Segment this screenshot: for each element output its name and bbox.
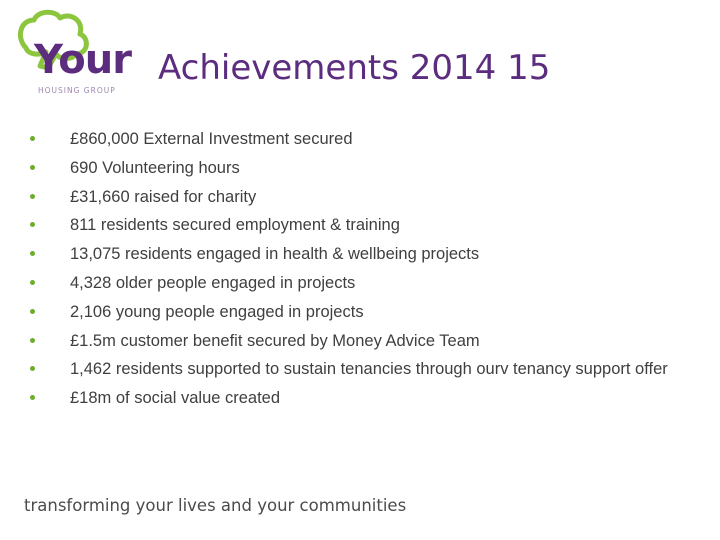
list-item (30, 185, 680, 209)
list-item (30, 357, 680, 381)
bullet-icon (30, 309, 35, 314)
bullet-icon (30, 222, 35, 227)
logo-subtitle: HOUSING GROUP (38, 86, 116, 95)
list-item-text: £31,660 raised for charity (70, 187, 257, 206)
bullet-icon (30, 395, 35, 400)
list-item (30, 213, 680, 237)
list-item-text: £18m of social value created (70, 389, 281, 408)
bullet-icon (30, 338, 35, 343)
list-item (30, 329, 680, 353)
footer-tagline: transforming your lives and your communities (24, 496, 407, 515)
bullet-icon (30, 280, 35, 285)
list-item (30, 271, 680, 295)
list-item-text: 4,328 older people engaged in projects (70, 273, 356, 292)
achievements-list (30, 127, 680, 415)
list-item-text: 811 residents secured employment & training (70, 216, 400, 235)
list-item (30, 386, 680, 410)
bullet-icon (30, 165, 35, 170)
logo-wordmark: Your (34, 37, 131, 83)
list-item-text: £1.5m customer benefit secured by Money Advice Team (70, 331, 480, 350)
bullet-icon (30, 366, 35, 371)
bullet-icon (30, 251, 35, 256)
page-title: Achievements 2014 15 (158, 48, 551, 88)
company-logo (14, 8, 144, 100)
list-item-text: £860,000 External Investment secured (70, 130, 353, 148)
list-item-text: 690 Volunteering hours (70, 158, 240, 177)
list-item (30, 156, 680, 180)
bullet-icon (30, 136, 35, 141)
list-item-text: 1,462 residents supported to sustain tenancies through ourv tenancy support offer (70, 360, 668, 379)
bullet-icon (30, 194, 35, 199)
list-item (30, 300, 680, 324)
list-item (30, 242, 680, 266)
list-item (30, 127, 680, 151)
list-item-text: 13,075 residents engaged in health & wellbeing projects (70, 245, 480, 264)
list-item-text: 2,106 young people engaged in projects (70, 302, 364, 321)
